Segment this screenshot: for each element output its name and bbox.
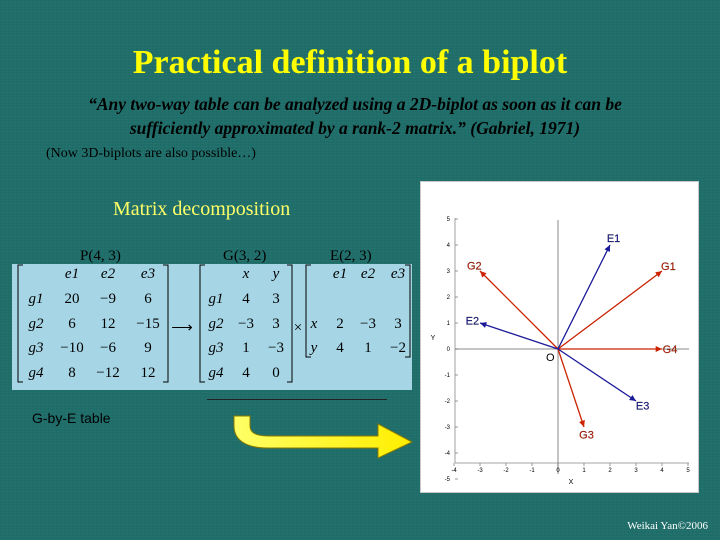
matrix-g-cell: −3 — [268, 340, 284, 356]
matrix-g-cell: 3 — [272, 291, 280, 307]
matrix-p-col-header: e3 — [140, 266, 156, 282]
matrix-g-col-header: y — [272, 266, 280, 282]
x-tick-label: -2 — [503, 468, 509, 474]
matrix-e-row-label: x — [310, 316, 318, 332]
x-tick-label: -3 — [477, 468, 483, 474]
y-tick-label: -2 — [444, 399, 450, 405]
genotype-vector-g3 — [558, 349, 584, 427]
matrix-e-cell: −3 — [360, 316, 376, 332]
y-tick-label: -5 — [444, 477, 450, 483]
genotype-label: G2 — [466, 260, 482, 273]
x-tick-label: 5 — [686, 468, 690, 474]
multiply-sign: × — [293, 320, 303, 336]
environment-arrowhead — [480, 322, 487, 328]
environment-label: E3 — [635, 400, 650, 413]
genotype-label: G1 — [661, 261, 676, 274]
slide-title: Practical definition of a biplot — [132, 44, 568, 81]
x-axis-title: X — [568, 479, 574, 486]
y-tick-label: 2 — [446, 295, 450, 301]
matrix-p-cell: 12 — [100, 316, 116, 332]
matrix-equation-panel — [12, 264, 412, 390]
matrix-p-cell: 8 — [68, 365, 76, 381]
matrix-e-label: E(2, 3) — [330, 248, 372, 264]
matrix-p-cell: 12 — [140, 365, 156, 381]
y-tick-label: 0 — [446, 347, 450, 353]
environment-vector-e1 — [558, 245, 610, 349]
genotype-vector-g1 — [558, 271, 662, 349]
genotype-vector-g2 — [480, 271, 558, 349]
matrix-e-col-header: e2 — [360, 266, 376, 282]
matrix-g-cell: 3 — [272, 316, 280, 332]
y-tick-label: -1 — [444, 373, 450, 379]
matrix-p-cell: 6 — [68, 316, 76, 332]
gabriel-quote — [30, 92, 680, 140]
genotype-arrowhead — [656, 346, 662, 352]
matrix-p-cell: −15 — [136, 316, 160, 332]
matrix-p-row-label: g3 — [28, 340, 44, 356]
environment-vector-e2 — [480, 323, 558, 349]
quote-line-2: sufficiently approximated by a rank-2 matrix.” (Gabriel, 1971) — [129, 118, 581, 138]
x-tick-label: 2 — [608, 468, 612, 474]
matrix-p-cell: −10 — [60, 340, 84, 356]
genotype-label: G3 — [579, 429, 594, 442]
matrix-p-cell: −9 — [100, 291, 116, 307]
divider-line — [207, 399, 387, 400]
matrix-g-cell: 0 — [272, 365, 280, 381]
matrix-g-cell: 4 — [242, 365, 250, 381]
matrix-p-cell: 6 — [144, 291, 152, 307]
matrix-p-row-label: g2 — [28, 316, 44, 332]
matrix-p-cell: 20 — [64, 291, 80, 307]
matrix-g-label: G(3, 2) — [223, 248, 267, 264]
matrix-p-col-header: e2 — [100, 266, 116, 282]
matrix-e-col-header: e3 — [390, 266, 406, 282]
x-tick-label: 3 — [634, 468, 638, 474]
matrix-g-row-label: g4 — [208, 365, 224, 381]
matrix-e-cell: −2 — [390, 340, 406, 356]
equals-arrow: ⟶ — [171, 320, 193, 336]
matrix-p-row-label: g1 — [28, 291, 44, 307]
matrix-p-cell: −6 — [100, 340, 116, 356]
matrix-equation — [12, 264, 412, 390]
curved-arrow-icon — [228, 410, 418, 460]
matrix-p-col-header: e1 — [64, 266, 80, 282]
x-tick-label: -4 — [451, 468, 457, 474]
x-tick-label: 1 — [582, 468, 586, 474]
genotype-label: G4 — [662, 344, 678, 356]
y-tick-label: 3 — [446, 269, 450, 275]
environment-label: E1 — [606, 232, 621, 245]
y-tick-label: 1 — [446, 321, 450, 327]
y-tick-label: -3 — [444, 425, 450, 431]
gxe-table-label: G-by-E table — [32, 410, 111, 426]
matrix-g-cell: −3 — [238, 316, 254, 332]
matrix-g-col-header: x — [242, 266, 250, 282]
genotype-arrowhead — [579, 420, 585, 427]
author-credit: Weikai Yan©2006 — [627, 520, 708, 532]
x-tick-label: 0 — [556, 468, 560, 474]
matrix-e-cell: 1 — [364, 340, 372, 356]
matrix-p-row-label: g4 — [28, 365, 44, 381]
y-axis-title: Y — [430, 335, 436, 342]
matrix-decomposition-heading: Matrix decomposition — [113, 198, 291, 220]
quote-line-1: “Any two-way table can be analyzed using a 2D-biplot as soon as it can be — [88, 94, 622, 114]
biplot-chart — [420, 181, 699, 493]
matrix-p-right-bracket — [163, 265, 168, 382]
y-tick-label: 4 — [446, 243, 450, 249]
matrix-p-left-bracket — [18, 265, 23, 382]
matrix-p-label: P(4, 3) — [80, 248, 121, 264]
matrix-g-left-bracket — [200, 265, 205, 382]
matrix-e-cell: 2 — [336, 316, 344, 332]
y-tick-label: 5 — [446, 217, 450, 223]
y-tick-label: -4 — [444, 451, 450, 457]
matrix-g-cell: 1 — [242, 340, 250, 356]
matrix-g-row-label: g3 — [208, 340, 224, 356]
3d-biplot-note: (Now 3D-biplots are also possible…) — [46, 146, 256, 161]
matrix-e-cell: 4 — [336, 340, 344, 356]
matrix-p-cell: 9 — [144, 340, 152, 356]
x-tick-label: -1 — [529, 468, 535, 474]
environment-vector-e3 — [558, 349, 636, 401]
origin-label: O — [546, 352, 555, 364]
matrix-e-col-header: e1 — [332, 266, 348, 282]
environment-label: E2 — [465, 315, 480, 328]
matrix-p-cell: −12 — [96, 365, 120, 381]
matrix-g-right-bracket — [287, 265, 292, 382]
matrix-e-cell: 3 — [394, 316, 402, 332]
x-tick-label: 4 — [660, 468, 664, 474]
matrix-g-row-label: g1 — [208, 291, 224, 307]
matrix-g-row-label: g2 — [208, 316, 224, 332]
biplot-canvas — [421, 182, 698, 492]
matrix-e-row-label: y — [310, 340, 318, 356]
matrix-g-cell: 4 — [242, 291, 250, 307]
